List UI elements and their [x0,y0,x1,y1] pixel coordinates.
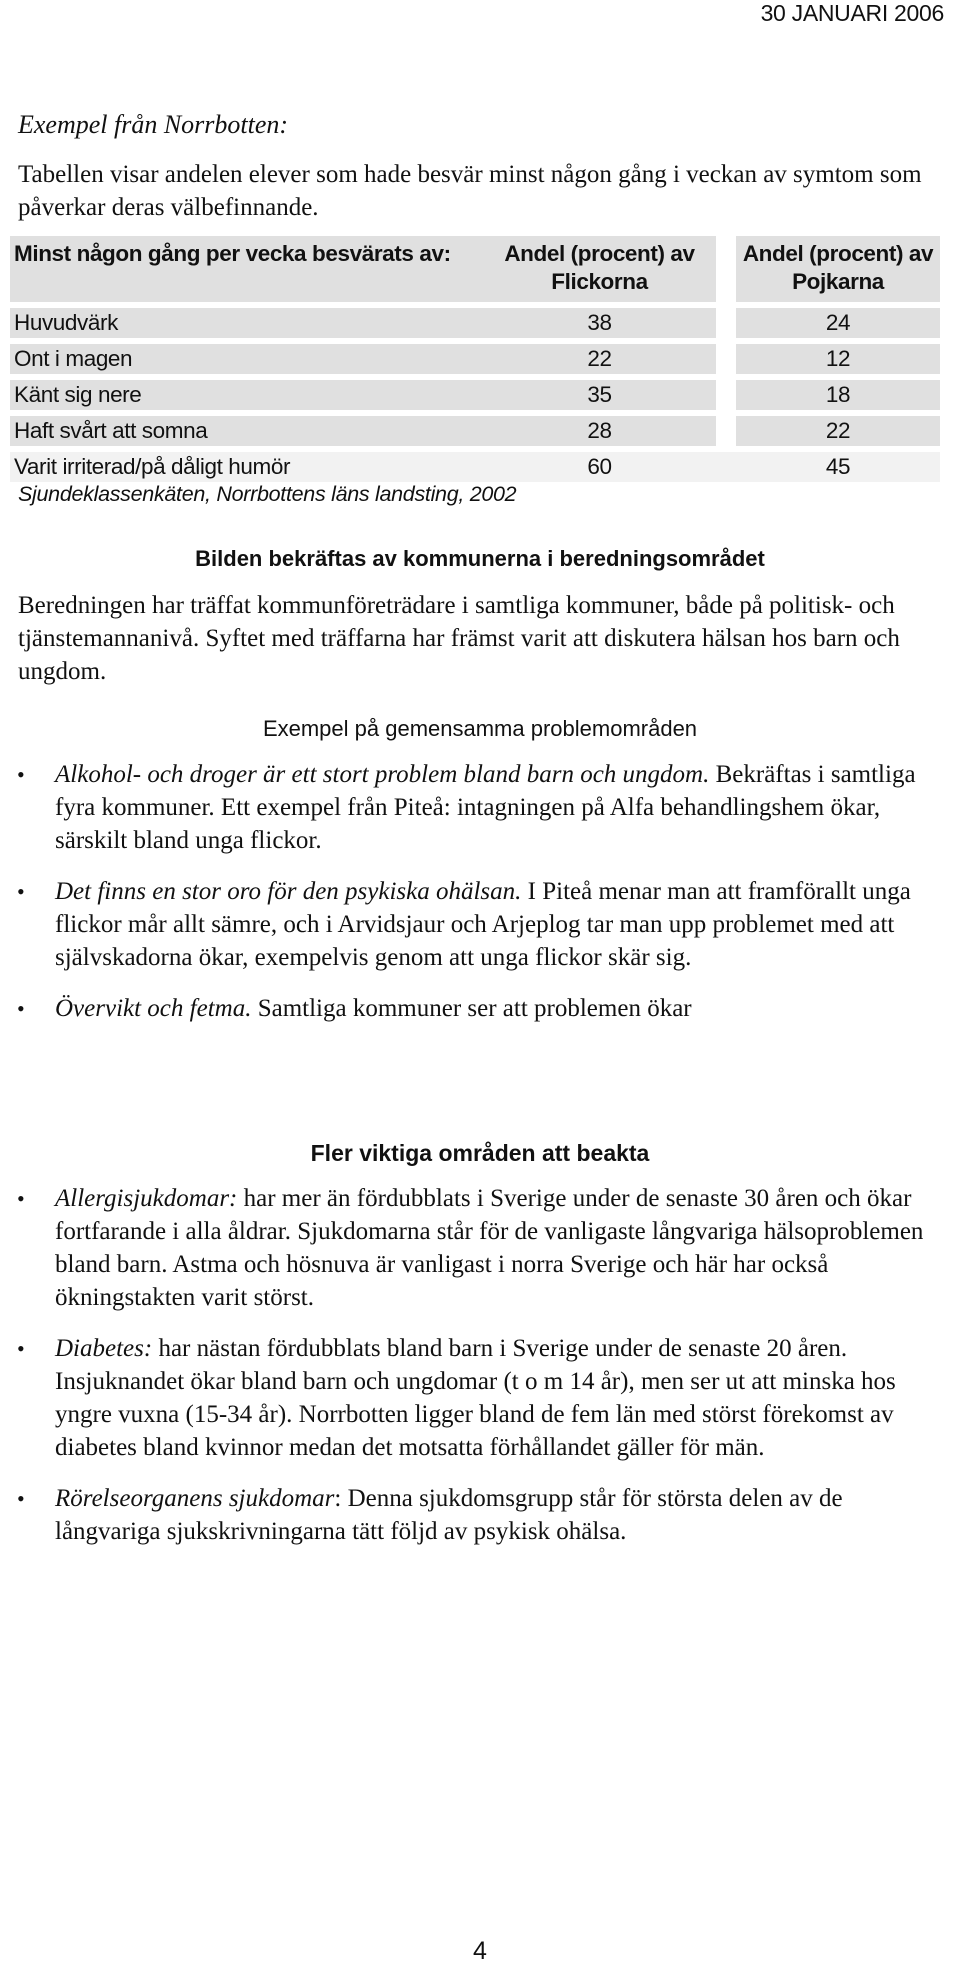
bullet-icon: • [17,1486,25,1511]
bullet-lead: Diabetes: [55,1335,153,1362]
boys-value: 22 [736,416,940,446]
row-label: Haft svårt att somna [10,416,483,446]
bullet-text: : Denna sjukdomsgrupp står för största delen av de långvariga sjukskrivningarna tätt följd av psykisk ohälsa. [55,1485,843,1545]
boys-value: 45 [736,452,940,482]
section-subheading-problem-areas: Exempel på gemensamma problemområden [262,716,698,741]
list-item [0,1332,960,1464]
table-row [10,380,940,410]
column-header-boys: Andel (procent) av Pojkarna [736,236,940,302]
problem-areas-list [0,758,960,1043]
bullet-lead: Alkohol- och droger är ett stort problem bland barn och ungdom. [55,761,710,788]
bullet-icon: • [17,1186,25,1211]
list-item [0,1182,960,1314]
bullet-lead: Allergisjukdomar: [55,1185,238,1212]
bullet-text: I Piteå menar man att framförallt unga flickor mår allt sämre, och i Arvidsjaur och Arjeplog tar man upp problemet med att självskadorna ökar, exempelvis genom att unga flickor skär sig. [55,878,911,971]
section-paragraph: Beredningen har träffat kommunföreträdare i samtliga kommuner, både på politisk- och tjänstemannanivå. Syftet med träffarna har främst varit att diskutera hälsan hos barn och ungdom. [18,592,900,685]
bullet-text: har nästan fördubblats bland barn i Sverige under de senaste 20 åren. Insjuknandet ökar bland barn och ungdomar (t o m 14 år), men ser ut att minska hos yngre vuxna (15-34 år). Norrbotten ligger bland de fem län med störst förekomst av diabetes bland kvinnor medan det motsatta förhållandet gäller för män. [55,1335,896,1461]
column-header-symptom: Minst någon gång per vecka besvärats av: [10,236,483,302]
symptom-table [10,230,940,488]
row-label: Varit irriterad/på dåligt humör [10,452,483,482]
section-heading-confirmation: Bilden bekräftas av kommunerna i beredningsområdet [195,546,765,571]
bullet-text: Samtliga kommuner ser att problemen ökar [251,995,692,1022]
list-item [0,1482,960,1548]
boys-value: 12 [736,344,940,374]
table-row [10,416,940,446]
boys-value: 18 [736,380,940,410]
boys-value: 24 [736,308,940,338]
column-header-girls: Andel (procent) av Flickorna [483,236,716,302]
intro-text: Tabellen visar andelen elever som hade besvär minst någon gång i veckan av symtom som påverkar deras välbefinnande. [18,161,922,221]
table-header-row [10,236,940,302]
girls-value: 28 [483,416,716,446]
bullet-text: har mer än fördubblats i Sverige under de senaste 30 åren och ökar fortfarande i alla åldrar. Sjukdomarna står för de vanligaste långvariga hälsoproblemen bland barn. Astma och hösnuva är vanligast i norra Sverige och här har också ökningstakten varit störst. [55,1185,924,1311]
page-number: 4 [473,1937,487,1965]
bullet-icon: • [17,1336,25,1361]
section-heading-more-areas: Fler viktiga områden att beakta [310,1140,650,1166]
row-label: Huvudvärk [10,308,483,338]
list-item [0,758,960,857]
row-label: Ont i magen [10,344,483,374]
list-item [0,992,960,1025]
table-row [10,452,940,482]
girls-value: 38 [483,308,716,338]
girls-value: 35 [483,380,716,410]
girls-value: 22 [483,344,716,374]
table-row [10,308,940,338]
more-areas-list [0,1182,960,1566]
bullet-icon: • [17,762,25,787]
bullet-lead: Rörelseorganens sjukdomar [55,1485,335,1512]
list-item [0,875,960,974]
girls-value: 60 [483,452,716,482]
table-source-note: Sjundeklassenkäten, Norrbottens läns landsting, 2002 [18,482,517,506]
bullet-lead: Övervikt och fetma. [55,995,252,1022]
bullet-lead: Det finns en stor oro för den psykiska ohälsan. [55,878,522,905]
page-header-date: 30 JANUARI 2006 [760,0,944,26]
table-row [10,344,940,374]
bullet-icon: • [17,879,25,904]
bullet-icon: • [17,996,25,1021]
bullet-text: Bekräftas i samtliga fyra kommuner. Ett exempel från Piteå: intagningen på Alfa behandlingshem ökar, särskilt bland unga flickor. [55,761,916,854]
row-label: Känt sig nere [10,380,483,410]
intro-title: Exempel från Norrbotten: [18,110,289,139]
